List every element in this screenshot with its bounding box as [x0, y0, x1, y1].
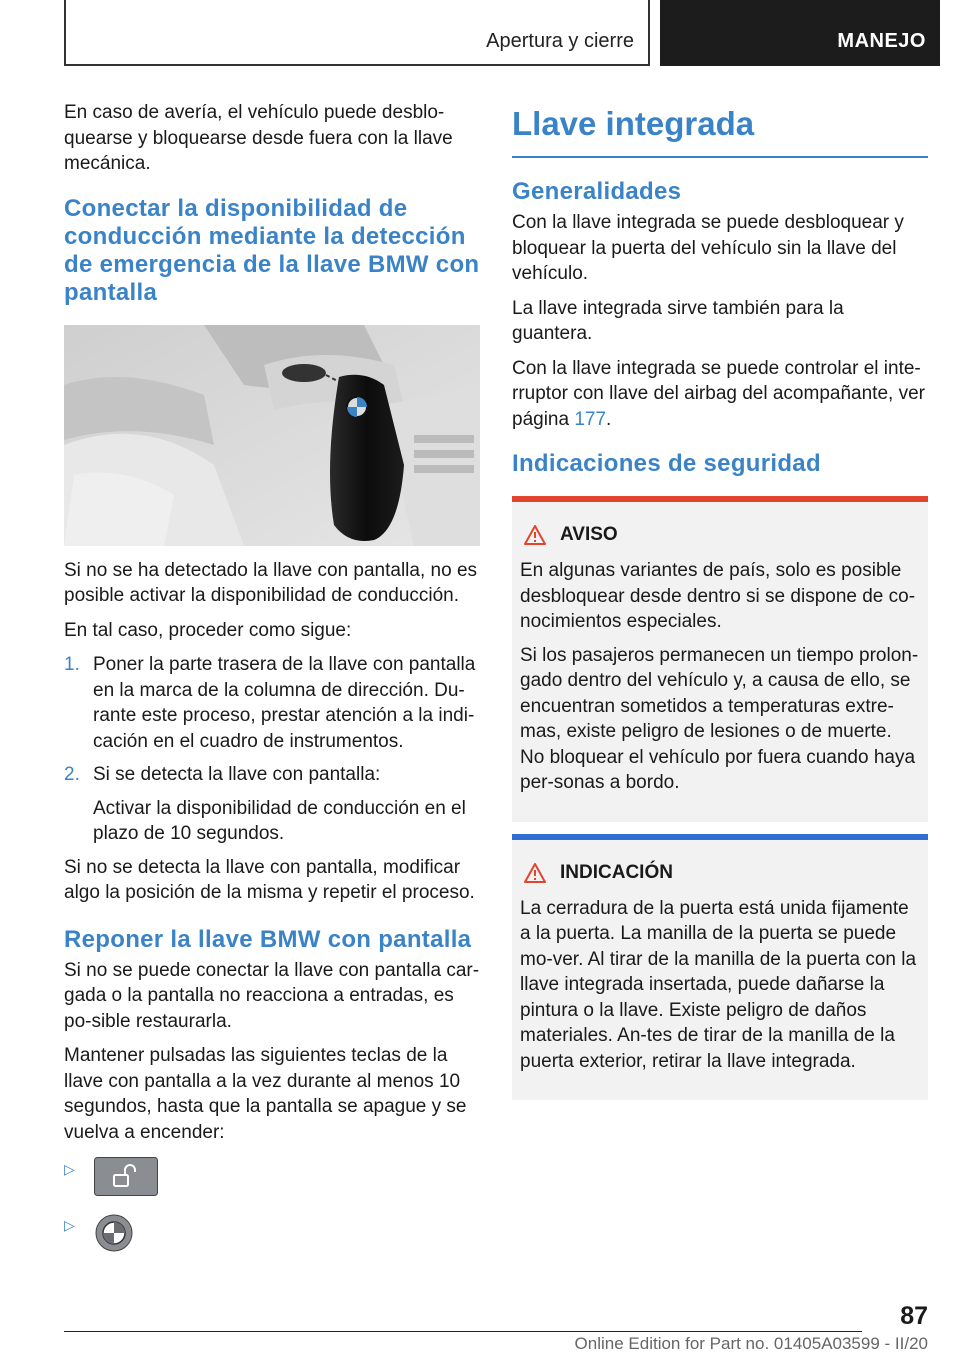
header-frame	[64, 0, 650, 66]
retry-paragraph: Si no se detecta la llave con pantalla, modificar algo la posición de la misma y repetir el proceso.	[64, 856, 475, 903]
general-paragraph-1: Con la llave integrada se puede desbloquear y bloquear la puerta del vehículo sin la llave del vehículo.	[512, 212, 904, 284]
intro-paragraph: En caso de avería, el vehículo puede desblo‐quearse y bloquearse desde fuera con la llave mecánica.	[64, 102, 453, 174]
display-key-figure	[64, 325, 480, 546]
heading-general: Generalidades	[512, 178, 682, 205]
key-row-unlock	[64, 1157, 480, 1197]
warning-header	[520, 524, 920, 546]
step-text: Si se detecta la llave con pantalla:	[93, 764, 381, 785]
steps-list	[64, 652, 480, 847]
general-paragraph-2: La llave integrada sirve también para la guantera.	[512, 297, 844, 344]
general-paragraph-3-text: Con la llave integrada se puede controlar el inte‐rruptor con llave del airbag del acompañante, ver página	[512, 357, 925, 430]
warning-box	[512, 496, 928, 822]
general-paragraph-3-end: .	[606, 408, 612, 430]
right-column	[512, 100, 928, 1100]
heading-safety: Indicaciones de seguridad	[512, 450, 821, 477]
steering-column-key-illustration	[64, 325, 480, 546]
page-title: Llave integrada	[512, 105, 755, 142]
page-number: 87	[900, 1302, 928, 1330]
chapter-label: MANEJO	[837, 30, 926, 52]
step-text: Poner la parte trasera de la llave con pantalla en la marca de la columna de dirección. Du‐rante este proceso, prestar atención a la indi‐cación en el cuadro de instrumentos.	[93, 654, 476, 752]
reset-paragraph-1: Si no se puede conectar la llave con pantalla car‐gada o la pantalla no reacciona a entradas, es po‐sible restaurarla.	[64, 959, 480, 1032]
notice-box	[512, 834, 928, 1101]
step-number: 1.	[64, 654, 80, 675]
step-number: 2.	[64, 764, 80, 785]
page-link[interactable]: 177	[574, 408, 607, 430]
proceed-text: En tal caso, proceder como sigue:	[64, 619, 352, 641]
section-title: Apertura y cierre	[486, 30, 634, 52]
warning-paragraph-1: En algunas variantes de país, solo es posible desbloquear desde dentro si se dispone de co‐nocimientos especiales.	[520, 560, 916, 632]
edition-note: Online Edition for Part no. 01405A03599 - II/20	[574, 1334, 928, 1353]
general-paragraph-3	[512, 356, 928, 433]
footer-divider	[64, 1331, 862, 1332]
title-divider	[512, 156, 928, 158]
warning-paragraph-2: Si los pasajeros permanecen un tiempo prolon‐gado dentro del vehículo y, a causa de ello, se encuentran sometidos a temperaturas extre‐mas, existe peligro de lesiones o de muerte. No bloquear el vehículo por fuera cuando haya per‐sonas a bordo.	[520, 644, 919, 793]
notice-triangle-icon	[524, 863, 546, 883]
figure-caption: Si no se ha detectado la llave con pantalla, no es posible activar la disponibilidad de conducción.	[64, 559, 478, 606]
notice-paragraph: La cerradura de la puerta está unida fijamente a la puerta. La manilla de la puerta se puede mo‐ver. Al tirar de la manilla de la puerta con la llave integrada insertada, puede dañarse la pintura o la llave. Existe peligro de daños materiales. An‐tes de tirar de la manilla de la puerta exterior, retirar la llave integrada.	[520, 897, 917, 1072]
bmw-logo-key-icon	[94, 1213, 134, 1253]
warning-label: AVISO	[560, 524, 618, 545]
heading-emergency-detection: Conectar la disponibilidad de conducción mediante la detección de emergencia de la llave BMW con pantalla	[64, 194, 480, 306]
left-column	[64, 100, 480, 1253]
notice-label: INDICACIÓN	[560, 861, 673, 883]
list-item	[64, 762, 480, 847]
warning-triangle-icon	[524, 525, 546, 545]
heading-reset-key: Reponer la llave BMW con pantalla	[64, 925, 472, 953]
key-row-bmw	[64, 1213, 480, 1253]
step-subtext: Activar la disponibilidad de conducción en el plazo de 10 segundos.	[93, 797, 466, 844]
unlock-key-icon	[94, 1157, 158, 1197]
bullet-marker: ▷	[64, 1217, 75, 1233]
chapter-tab[interactable]	[660, 0, 940, 66]
list-item	[64, 652, 480, 754]
reset-paragraph-2: Mantener pulsadas las siguientes teclas de la llave con pantalla a la vez durante al menos 10 segundos, hasta que la pantalla se apague y se vuelva a encender:	[64, 1045, 467, 1143]
notice-header	[520, 862, 920, 884]
bullet-marker: ▷	[64, 1161, 75, 1177]
